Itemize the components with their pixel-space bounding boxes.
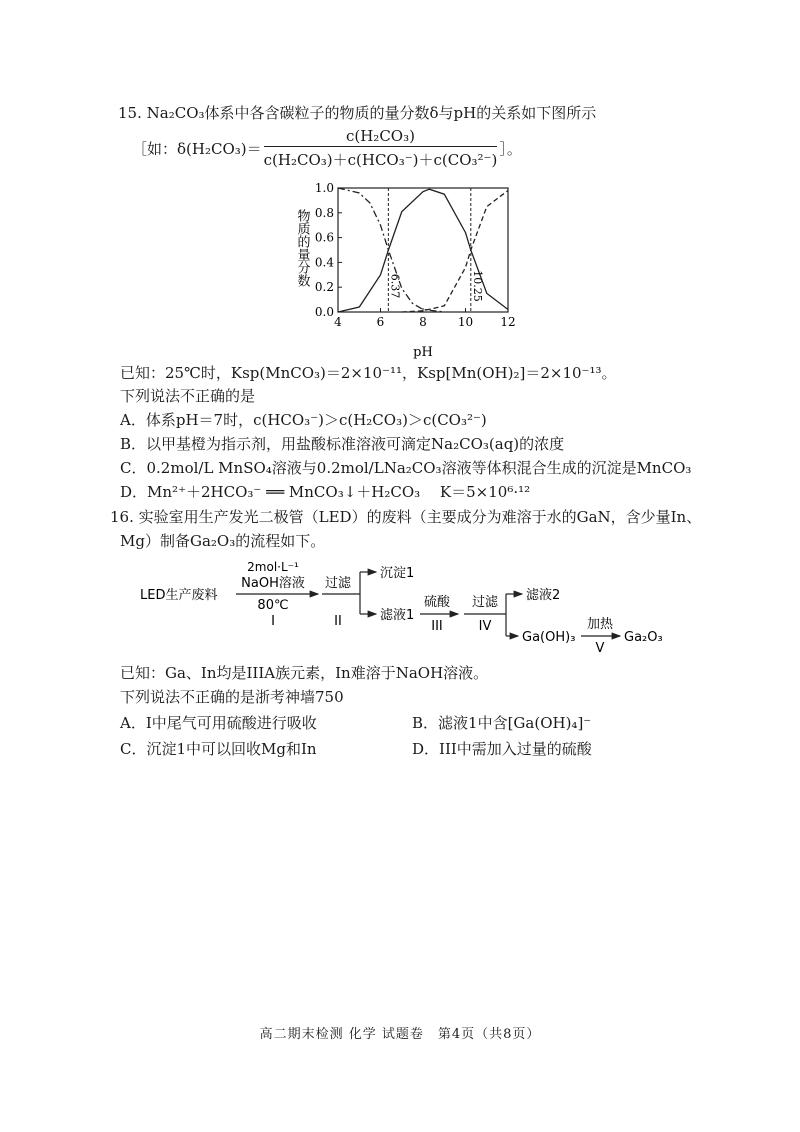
page-footer: 高二期末检测 化学 试题卷 第4页（共8页） [259,1027,541,1042]
q16-option-a [120,712,317,733]
y-tick-label: 0.2 [314,280,334,295]
q15-option-a [120,409,487,430]
option-label: D． [412,740,440,758]
option-label: B． [412,714,439,732]
q15-option-c [120,457,691,478]
formula-numerator: c(H₂CO₃) [264,127,498,147]
process-flow-diagram [140,554,700,654]
flow-step-5: V [595,641,605,654]
flow-step-3: III [431,619,443,634]
q15-option-b [120,433,564,454]
x-tick-label: 4 [334,315,342,329]
q16-option-d [412,738,592,759]
option-label: A． [120,411,146,429]
pka-label-2: 10.25 [470,270,484,302]
series-line-3 [402,191,508,313]
q16-title-line2: Mg）制备Ga₂O₃的流程如下。 [120,532,326,550]
flow-gallium-hydroxide: Ga(OH)₃ [522,630,576,645]
pka-label-1: 6.37 [388,273,402,299]
flow-step-4: IV [478,619,492,634]
y-tick-label: 0.8 [314,205,334,220]
q16-known: 已知：Ga、In均是IIIA族元素，In难溶于NaOH溶液。 [120,664,489,682]
formula-denominator: c(H₂CO₃)＋c(HCO₃⁻)＋c(CO₃²⁻) [263,151,498,169]
formula-prefix: ［如：δ(H₂CO₃)＝ [132,140,262,158]
q15-known: 已知：25℃时，Ksp(MnCO₃)＝2×10⁻¹¹，Ksp[Mn(OH)₂]＝2×10⁻¹³。 [120,364,617,382]
x-axis-label: pH [413,345,433,360]
flow-step-1: I [271,614,275,629]
option-label: B． [120,435,147,453]
flow-precipitate-1: 沉淀1 [380,566,415,581]
y-axis-label: 物质的量分数 [294,209,310,287]
formula-fraction [264,127,498,170]
flow-filtrate-1: 滤液1 [380,608,415,623]
q16-question: 下列说法不正确的是 [120,688,256,706]
option-text: 沉淀1中可以回收Mg和In [146,740,317,758]
option-label: A． [120,714,146,732]
q15-formula [132,127,522,171]
x-tick-label: 12 [500,315,516,329]
option-label: C． [120,740,147,758]
option-text: I中尾气可用硫酸进行吸收 [145,714,317,732]
q16-title-text: 实验室用生产发光二极管（LED）的废料（主要成分为难溶于水的GaN，含少量In、 [138,508,702,526]
option-text: 以甲基橙为指示剂，用盐酸标准溶液可滴定Na₂CO₃(aq)的浓度 [146,435,565,453]
q15-number: 15. [118,104,142,122]
flow-filter-1: 过滤 [324,576,352,591]
q15-option-d [120,481,530,502]
option-text: 滤液1中含[Ga(OH)₄]⁻ [438,714,592,732]
q16-option-c [120,738,317,759]
option-text: 0.2mol/L MnSO₄溶液与0.2mol/LNa₂CO₃溶液等体积混合生成的沉淀是MnCO₃ [146,459,692,477]
option-label: C． [120,459,147,477]
q16-number: 16. [110,508,134,526]
flow-filter-2: 过滤 [471,595,499,610]
flow-temperature: 80℃ [257,598,289,613]
y-tick-label: 1.0 [314,181,334,195]
flow-acid: 硫酸 [423,595,451,610]
flow-start: LED生产废料 [140,588,218,603]
flow-product: Ga₂O₃ [624,630,663,645]
flow-step-2: II [334,614,342,629]
option-text: III中需加入过量的硫酸 [439,740,592,758]
y-tick-label: 0.4 [314,255,334,270]
q16-option-b [412,712,591,733]
flow-reagent: NaOH溶液 [241,576,305,591]
q15-title [118,102,596,123]
distribution-chart [288,180,528,360]
flow-reagent-concentration: 2mol·L⁻¹ [247,560,299,574]
q15-title-text: Na₂CO₃体系中各含碳粒子的物质的量分数δ与pH的关系如下图所示 [146,104,597,122]
x-tick-label: 6 [376,315,385,329]
q16-question-line [120,686,344,707]
option-label: D． [120,483,148,501]
option-text: Mn²⁺＋2HCO₃⁻ ══ MnCO₃↓＋H₂CO₃ K＝5×10⁶·¹² [147,483,531,501]
q15-question: 下列说法不正确的是 [120,387,256,405]
flow-heat: 加热 [586,617,614,632]
option-text: 体系pH＝7时，c(HCO₃⁻)＞c(H₂CO₃)＞c(CO₃²⁻) [145,411,487,429]
y-tick-label: 0.6 [314,230,334,245]
flow-filtrate-2: 滤液2 [526,588,561,603]
x-tick-label: 10 [457,315,474,329]
watermark-text: 浙考神墙750 [255,688,344,706]
y-tick-label: 0.0 [314,305,334,319]
formula-suffix: ］。 [499,140,522,158]
q16-title-line1 [110,506,701,527]
x-tick-label: 8 [419,315,427,329]
